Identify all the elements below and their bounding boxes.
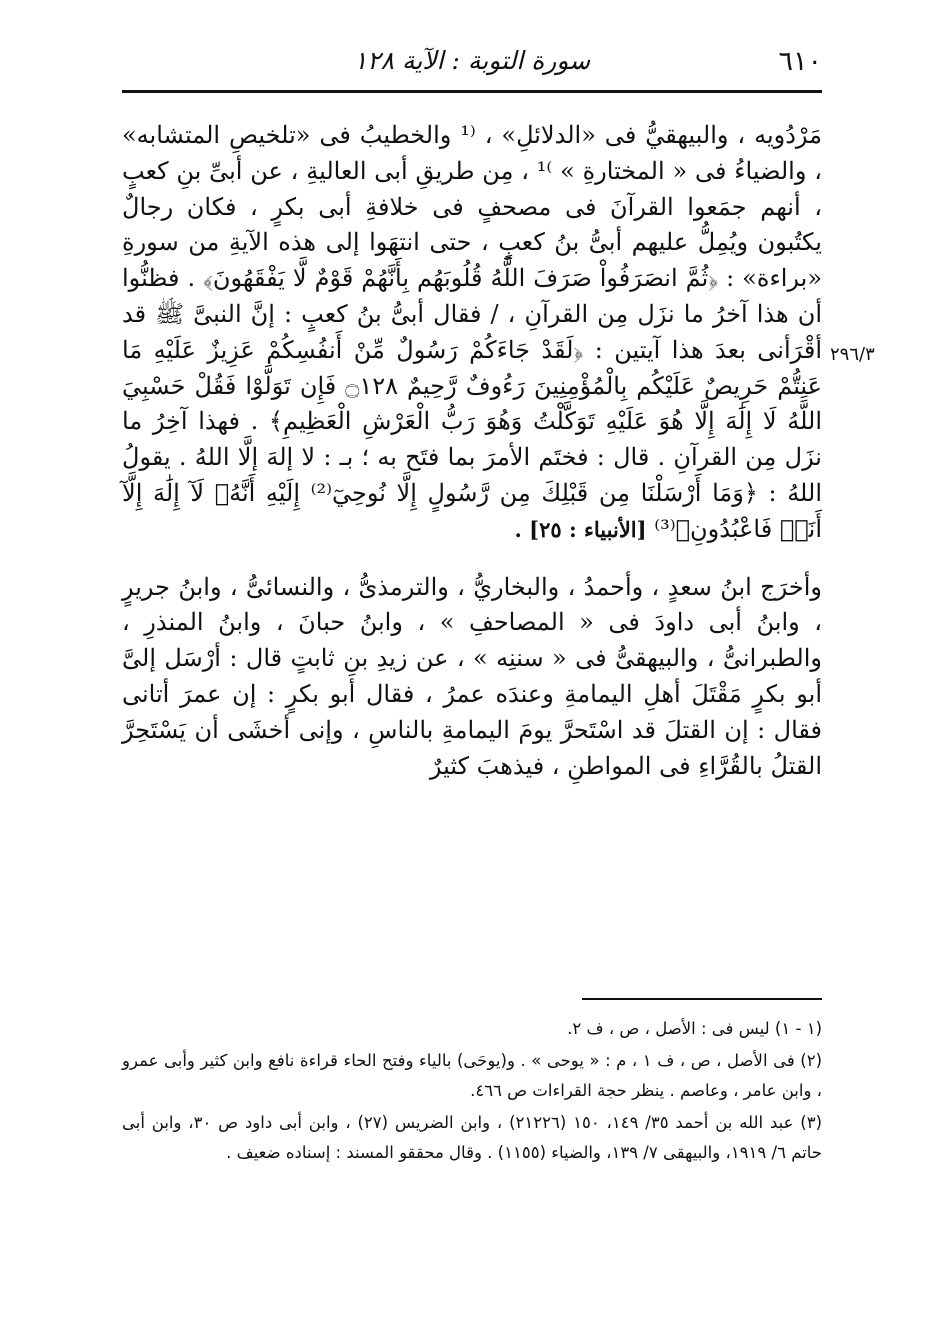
paragraph-1 (122, 118, 822, 548)
body-text (122, 118, 822, 784)
verse-reference: [الأنبياء : ٢٥] . (514, 516, 647, 542)
footnote-2: (٢) فى الأصل ، ص ، ف ١ ، م : « يوحى » . و(يوحَى) بالياء وفتح الحاء قراءة نافع وابن كثير وأبى عمرو ، وابن عامر ، وعاصم . ينظر حجة القراءات ص ٤٦٦. (122, 1051, 822, 1100)
footnote-1: (١ - ١) ليس فى : الأصل ، ص ، ف ٢. (567, 1019, 822, 1038)
paragraph-2: وأخرَج ابنُ سعدٍ ، وأحمدُ ، والبخاريُّ ، والترمذىُّ ، والنسائىُّ ، وابنُ جريرٍ ، وابنُ أبى داودَ فى « المصاحفِ » ، وابنُ حبانَ ، وابنُ المنذرِ ، والطبرانىُّ ، والبيهقىُّ فى « سننِه » ، عن زيدِ بنِ ثابتٍ قال : أرْسَل إلىَّ أبو بكرٍ مَقْتَلَ أهلِ اليمامةِ وعندَه عمرُ ، فقال أبو بكرٍ : إن عمرَ أتانى فقال : إن القتلَ قد اسْتَحرَّ يومَ اليمامةِ بالناسِ ، وإنى أخشَى أن يَسْتَحِرَّ القتلُ بالقُرَّاءِ فى المواطنِ ، فيذهبَ كثيرٌ (122, 572, 822, 780)
footnotes (122, 1014, 822, 1170)
volume-page-reference: ٢٩٦/٣ (830, 344, 875, 365)
running-head (122, 40, 822, 90)
surah-title: سورة التوبة : الآية ١٢٨ (353, 46, 591, 75)
paragraph-1-text: مَرْدُويه ، والبيهقيُّ فى «الدلائلِ» ، ⁽¹ والخطيبُ فى «تلخيصِ المتشابه» ، والضياءُ فى « المختارةِ » ⁾¹ ، مِن طريقِ أبى العاليةِ ، عن أبىِّ بنِ كعبٍ ، أنهم جمَعوا القرآنَ فى مصحفٍ فى خلافةِ أبى بكرٍ ، فكان رجالٌ يكتُبون ويُمِلُّ عليهم أبىُّ بنُ كعبٍ ، حتى انتهَوا إلى هذه الآيةِ من سورةِ «براءة» : ﴿ثُمَّ انصَرَفُواْ صَرَفَ اللَّهُ قُلُوبَهُم بِأَنَّهُمْ قَوْمٌ لَّا يَفْقَهُونَ﴾ . فظنُّوا أن هذا آخرُ ما نزَل مِن القرآنِ ، / فقال أبىُّ بنُ كعبٍ : إنَّ النبىَّ ﷺ قد أقْرَأنى بعدَ هذا آيتين : ﴿لَقَدْ جَاءَكُمْ رَسُولٌ مِّنْ أَنفُسِكُمْ عَزِيزٌ عَلَيْهِ مَا عَنِتُّمْ حَرِيصٌ عَلَيْكُم بِالْمُؤْمِنِينَ رَءُوفٌ رَّحِيمٌ ۝١٢٨ فَإِن تَوَلَّوْا فَقُلْ حَسْبِيَ اللَّهُ لَا إِلَٰهَ إِلَّا هُوَ عَلَيْهِ تَوَكَّلْتُ وَهُوَ رَبُّ الْعَرْشِ الْعَظِيمِ﴾ . فهذا آخِرُ ما نزَل مِن القرآنِ . قال : فختَم الأمرَ بما فتَح به ؛ بـ : لا إلهَ إلَّا اللهُ . يقولُ اللهُ : ﴿وَمَا أَرْسَلْنَا مِن قَبْلِكَ مِن رَّسُولٍ إِلَّا نُوحِيٓ⁽²⁾ إِلَيْهِ أَنَّهُۥ لَآ إِلَٰهَ إِلَّآ أَنَا۠ فَاعْبُدُونِ﴾⁽³⁾ (122, 121, 823, 543)
page-number: ٦١٠ (778, 46, 822, 77)
footnote-rule (582, 998, 822, 1000)
footnote-3: (٣) عبد الله بن أحمد ٣٥/ ١٤٩، ١٥٠ (٢١٢٢٦) ، وابن الضريس (٢٧) ، وابن أبى داود ص ٣٠، وابن أبى حاتم ٦/ ١٩١٩، والبيهقى ٧/ ١٣٩، والضياء (١١٥٥) . وقال محققو المسند : إسناده ضعيف . (122, 1113, 823, 1162)
header-rule (122, 90, 822, 93)
